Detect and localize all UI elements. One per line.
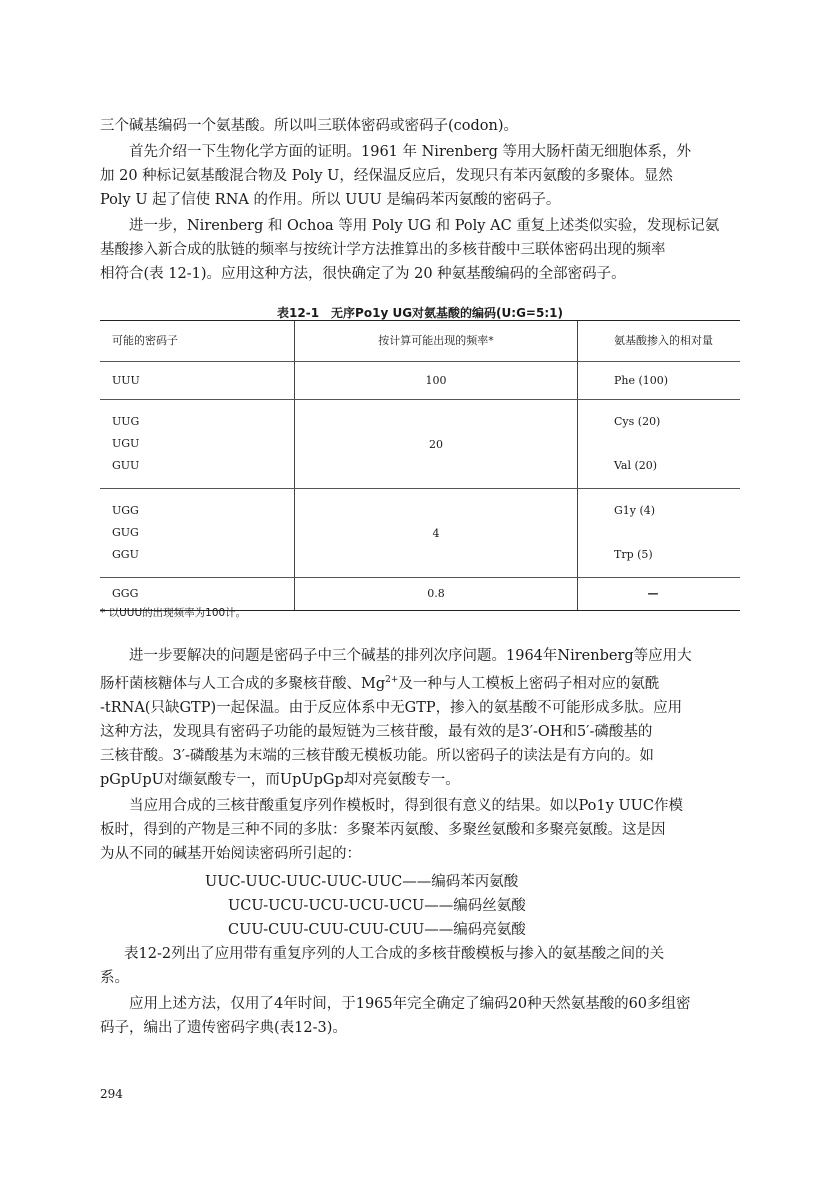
codon-value: GUG <box>112 526 139 539</box>
text-line: 这种方法，发现具有密码子功能的最短链为三核苷酸，最有效的是3′-OH和5′-磷酸基的 <box>100 723 653 740</box>
text-line: pGpUpU对缬氨酸专一，而UpUpGp却对亮氨酸专一。 <box>100 771 460 788</box>
paragraph-6 <box>100 942 740 990</box>
text-line: 相符合(表 12-1)。应用这种方法，很快确定了为 20 种氨基酸编码的全部密码子。 <box>100 266 626 282</box>
codon-reading-frame: UUC-UUC-UUC-UUC-UUC——编码苯丙氨酸 <box>205 874 519 890</box>
amino-acid-value: Cys (20) <box>614 415 661 428</box>
codon-cell <box>100 489 295 577</box>
paragraph-3 <box>100 214 740 286</box>
text-line: 为从不同的碱基开始阅读密码所引起的： <box>100 846 361 862</box>
table-row <box>100 489 740 578</box>
text-line: 基酸掺入新合成的肽链的频率与按统计学方法推算出的多核苷酸中三联体密码出现的频率 <box>100 242 666 258</box>
superscript: 2+ <box>385 675 399 685</box>
codon-value: UUG <box>112 415 140 428</box>
codon-cell: GGG <box>100 578 295 610</box>
text-line: 首先介绍一下生物化学方面的证明。1961 年 Nirenberg 等用大肠杆菌无细胞体系，外 <box>129 144 691 160</box>
table-row <box>100 400 740 489</box>
frequency-value: 4 <box>432 526 440 540</box>
codon-reading-frame: CUU-CUU-CUU-CUU-CUU——编码亮氨酸 <box>228 922 526 938</box>
codon-cell: UUU <box>100 362 295 399</box>
table-header-cell: 可能的密码子 <box>100 321 295 361</box>
codon-table <box>100 320 740 611</box>
amino-acid-cell <box>578 400 740 488</box>
amino-acid-value <box>614 433 728 455</box>
amino-acid-cell: — <box>647 587 659 600</box>
amino-acid-cell <box>578 489 740 577</box>
text-line: 当应用合成的三核苷酸重复序列作模板时，得到很有意义的结果。如以Po1y UUC作模 <box>129 798 683 814</box>
frequency-cell: 0.8 <box>295 578 578 610</box>
codon-cell <box>100 400 295 488</box>
paragraph-7 <box>100 992 740 1040</box>
paragraph-5 <box>100 794 740 866</box>
text-line: 表12-2列出了应用带有重复序列的人工合成的多核苷酸模板与掺入的氨基酸之间的关 <box>124 946 665 962</box>
table-header-cell: 按计算可能出现的频率* <box>295 321 578 361</box>
text-line: 进一步要解决的问题是密码子中三个碱基的排列次序问题。1964年Nirenberg等应用大 <box>129 648 692 664</box>
codon-value: UGU <box>112 437 140 450</box>
text-line: 板时，得到的产物是三种不同的多肽：多聚苯丙氨酸、多聚丝氨酸和多聚亮氨酸。这是因 <box>100 822 666 838</box>
codon-value: UGG <box>112 504 139 517</box>
amino-acid-value: Trp (5) <box>614 548 653 561</box>
frequency-cell <box>295 489 578 577</box>
table-row <box>100 362 740 400</box>
text-line: 三核苷酸。3′-磷酸基为末端的三核苷酸无模板功能。所以密码子的读法是有方向的。如 <box>100 747 654 764</box>
text-line: 三个碱基编码一个氨基酸。所以叫三联体密码或密码子(codon)。 <box>100 118 519 134</box>
table-header-row <box>100 321 740 362</box>
frequency-cell: 100 <box>295 362 578 399</box>
amino-acid-cell: Phe (100) <box>614 374 669 387</box>
text-line: -tRNA(只缺GTP)一起保温。由于反应体系中无GTP，掺入的氨基酸不可能形成多肽。应用 <box>100 699 683 716</box>
text-line: Poly U 起了信使 RNA 的作用。所以 UUU 是编码苯丙氨酸的密码子。 <box>100 192 561 208</box>
text-line: 码子，编出了遗传密码字典(表12-3)。 <box>100 1020 347 1036</box>
text-line: 应用上述方法，仅用了4年时间，于1965年完全确定了编码20种天然氨基酸的60多组密 <box>129 996 691 1012</box>
paragraph-1 <box>100 114 740 138</box>
paragraph-4 <box>100 644 740 792</box>
table-footnote: * 以UUU的出现频率为100计。 <box>100 607 247 619</box>
page-number: 294 <box>100 1087 123 1101</box>
paragraph-2 <box>100 140 740 212</box>
frequency-cell <box>295 400 578 488</box>
codon-value: GUU <box>112 459 140 472</box>
amino-acid-value <box>614 522 728 544</box>
text-line: 系。 <box>100 970 129 986</box>
text-line <box>100 668 740 696</box>
table-header-cell: 氨基酸掺入的相对量 <box>614 334 713 347</box>
text-line: 加 20 种标记氨基酸混合物及 Poly U，经保温反应后，发现只有苯丙氨酸的多聚体。显然 <box>100 168 673 184</box>
amino-acid-value: Val (20) <box>614 459 658 472</box>
codon-reading-frame: UCU-UCU-UCU-UCU-UCU——编码丝氨酸 <box>228 898 526 914</box>
text-line: 进一步，Nirenberg 和 Ochoa 等用 Poly UG 和 Poly AC 重复上述类似实验，发现标记氨 <box>129 218 720 234</box>
table-title: 表12-1 无序Po1y UG对氨基酸的编码(U:G=5:1) <box>277 306 563 320</box>
text-segment: 肠杆菌核糖体与人工合成的多聚核苷酸、Mg <box>100 675 386 692</box>
text-segment: 及一种与人工模板上密码子相对应的氨酰 <box>398 675 660 692</box>
amino-acid-value: G1y (4) <box>614 504 656 517</box>
codon-value: GGU <box>112 548 139 561</box>
frequency-value: 20 <box>429 437 443 451</box>
